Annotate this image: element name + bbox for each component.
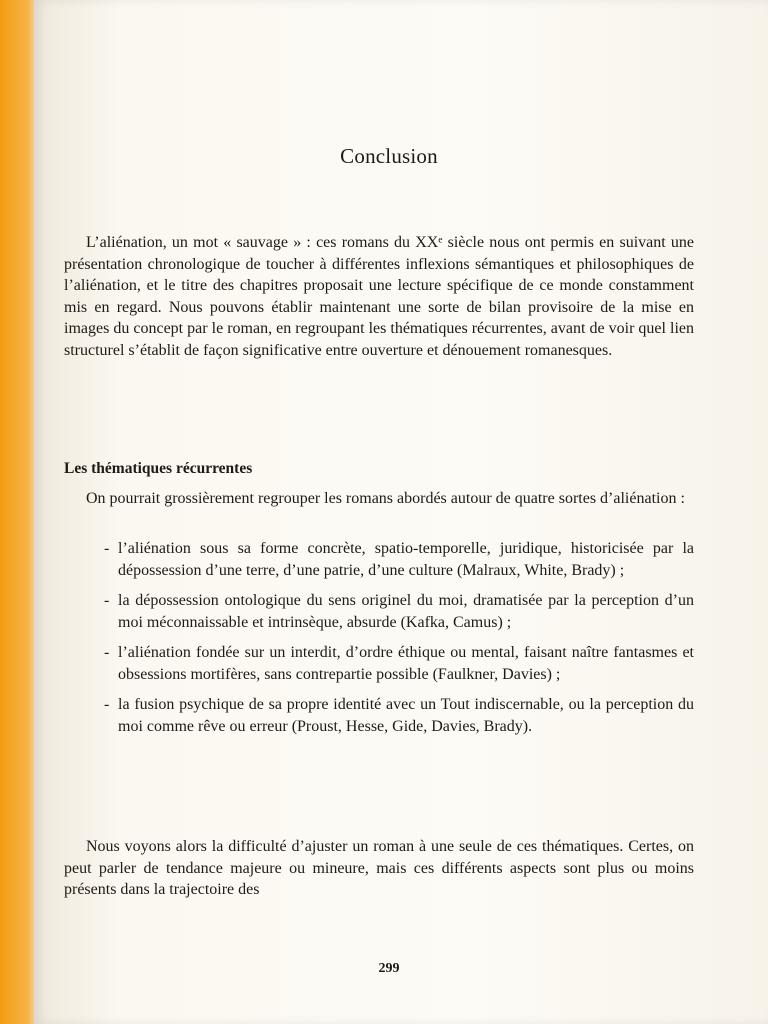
- book-page: [34, 0, 768, 1024]
- lead-paragraph: On pourrait grossièrement regrouper les romans abordés autour de quatre sortes d’aliénation :: [86, 490, 685, 507]
- bullet-dash: -: [104, 696, 110, 713]
- list-item-text: l’aliénation sous sa forme concrète, spatio-temporelle, juridique, historicisée par la dépossession d’une terre, d’une patrie, d’une culture (Malraux, White, Brady) ;: [118, 540, 694, 579]
- list-item: [104, 590, 694, 633]
- chapter-title: Conclusion: [340, 144, 438, 168]
- bullet-dash: -: [104, 540, 110, 557]
- alienation-types-list: [104, 538, 694, 746]
- intro-paragraph: L’aliénation, un mot « sauvage » : ces romans du XXᵉ siècle nous ont permis en suivant une présentation chronologique de toucher à différentes inflexions sémantiques et philosophiques de l’aliénation, et le titre des chapitres proposait une lecture spécifique de ce monde constamment mis en regard. Nous pouvons établir maintenant une sorte de bilan provisoire de la mise en images du concept par le roman, en regroupant les thématiques récurrentes, avant de voir quel lien structurel s’établit de façon significative entre ouverture et dénouement romanesques.: [64, 234, 694, 359]
- list-item: [104, 642, 694, 685]
- list-item: [104, 694, 694, 737]
- list-item-text: la fusion psychique de sa propre identité avec un Tout indiscernable, ou la perception du moi comme rêve ou erreur (Proust, Hesse, Gide, Davies, Brady).: [118, 696, 694, 735]
- section-heading: Les thématiques récurrentes: [64, 460, 253, 477]
- bullet-dash: -: [104, 644, 110, 661]
- list-item-text: la dépossession ontologique du sens originel du moi, dramatisée par la perception d’un moi méconnaissable et intrinsèque, absurde (Kafka, Camus) ;: [118, 592, 694, 631]
- page-number: 299: [378, 961, 400, 976]
- list-item-text: l’aliénation fondée sur un interdit, d’ordre éthique ou mental, faisant naître fantasmes et obsessions mortifères, sans contrepartie possible (Faulkner, Davies) ;: [118, 644, 694, 683]
- final-paragraph: Nous voyons alors la difficulté d’ajuster un roman à une seule de ces thématiques. Certes, on peut parler de tendance majeure ou mineure, mais ces différents aspects sont plus ou moins présents dans la trajectoire des: [64, 838, 694, 898]
- bullet-dash: -: [104, 592, 110, 609]
- list-item: [104, 538, 694, 581]
